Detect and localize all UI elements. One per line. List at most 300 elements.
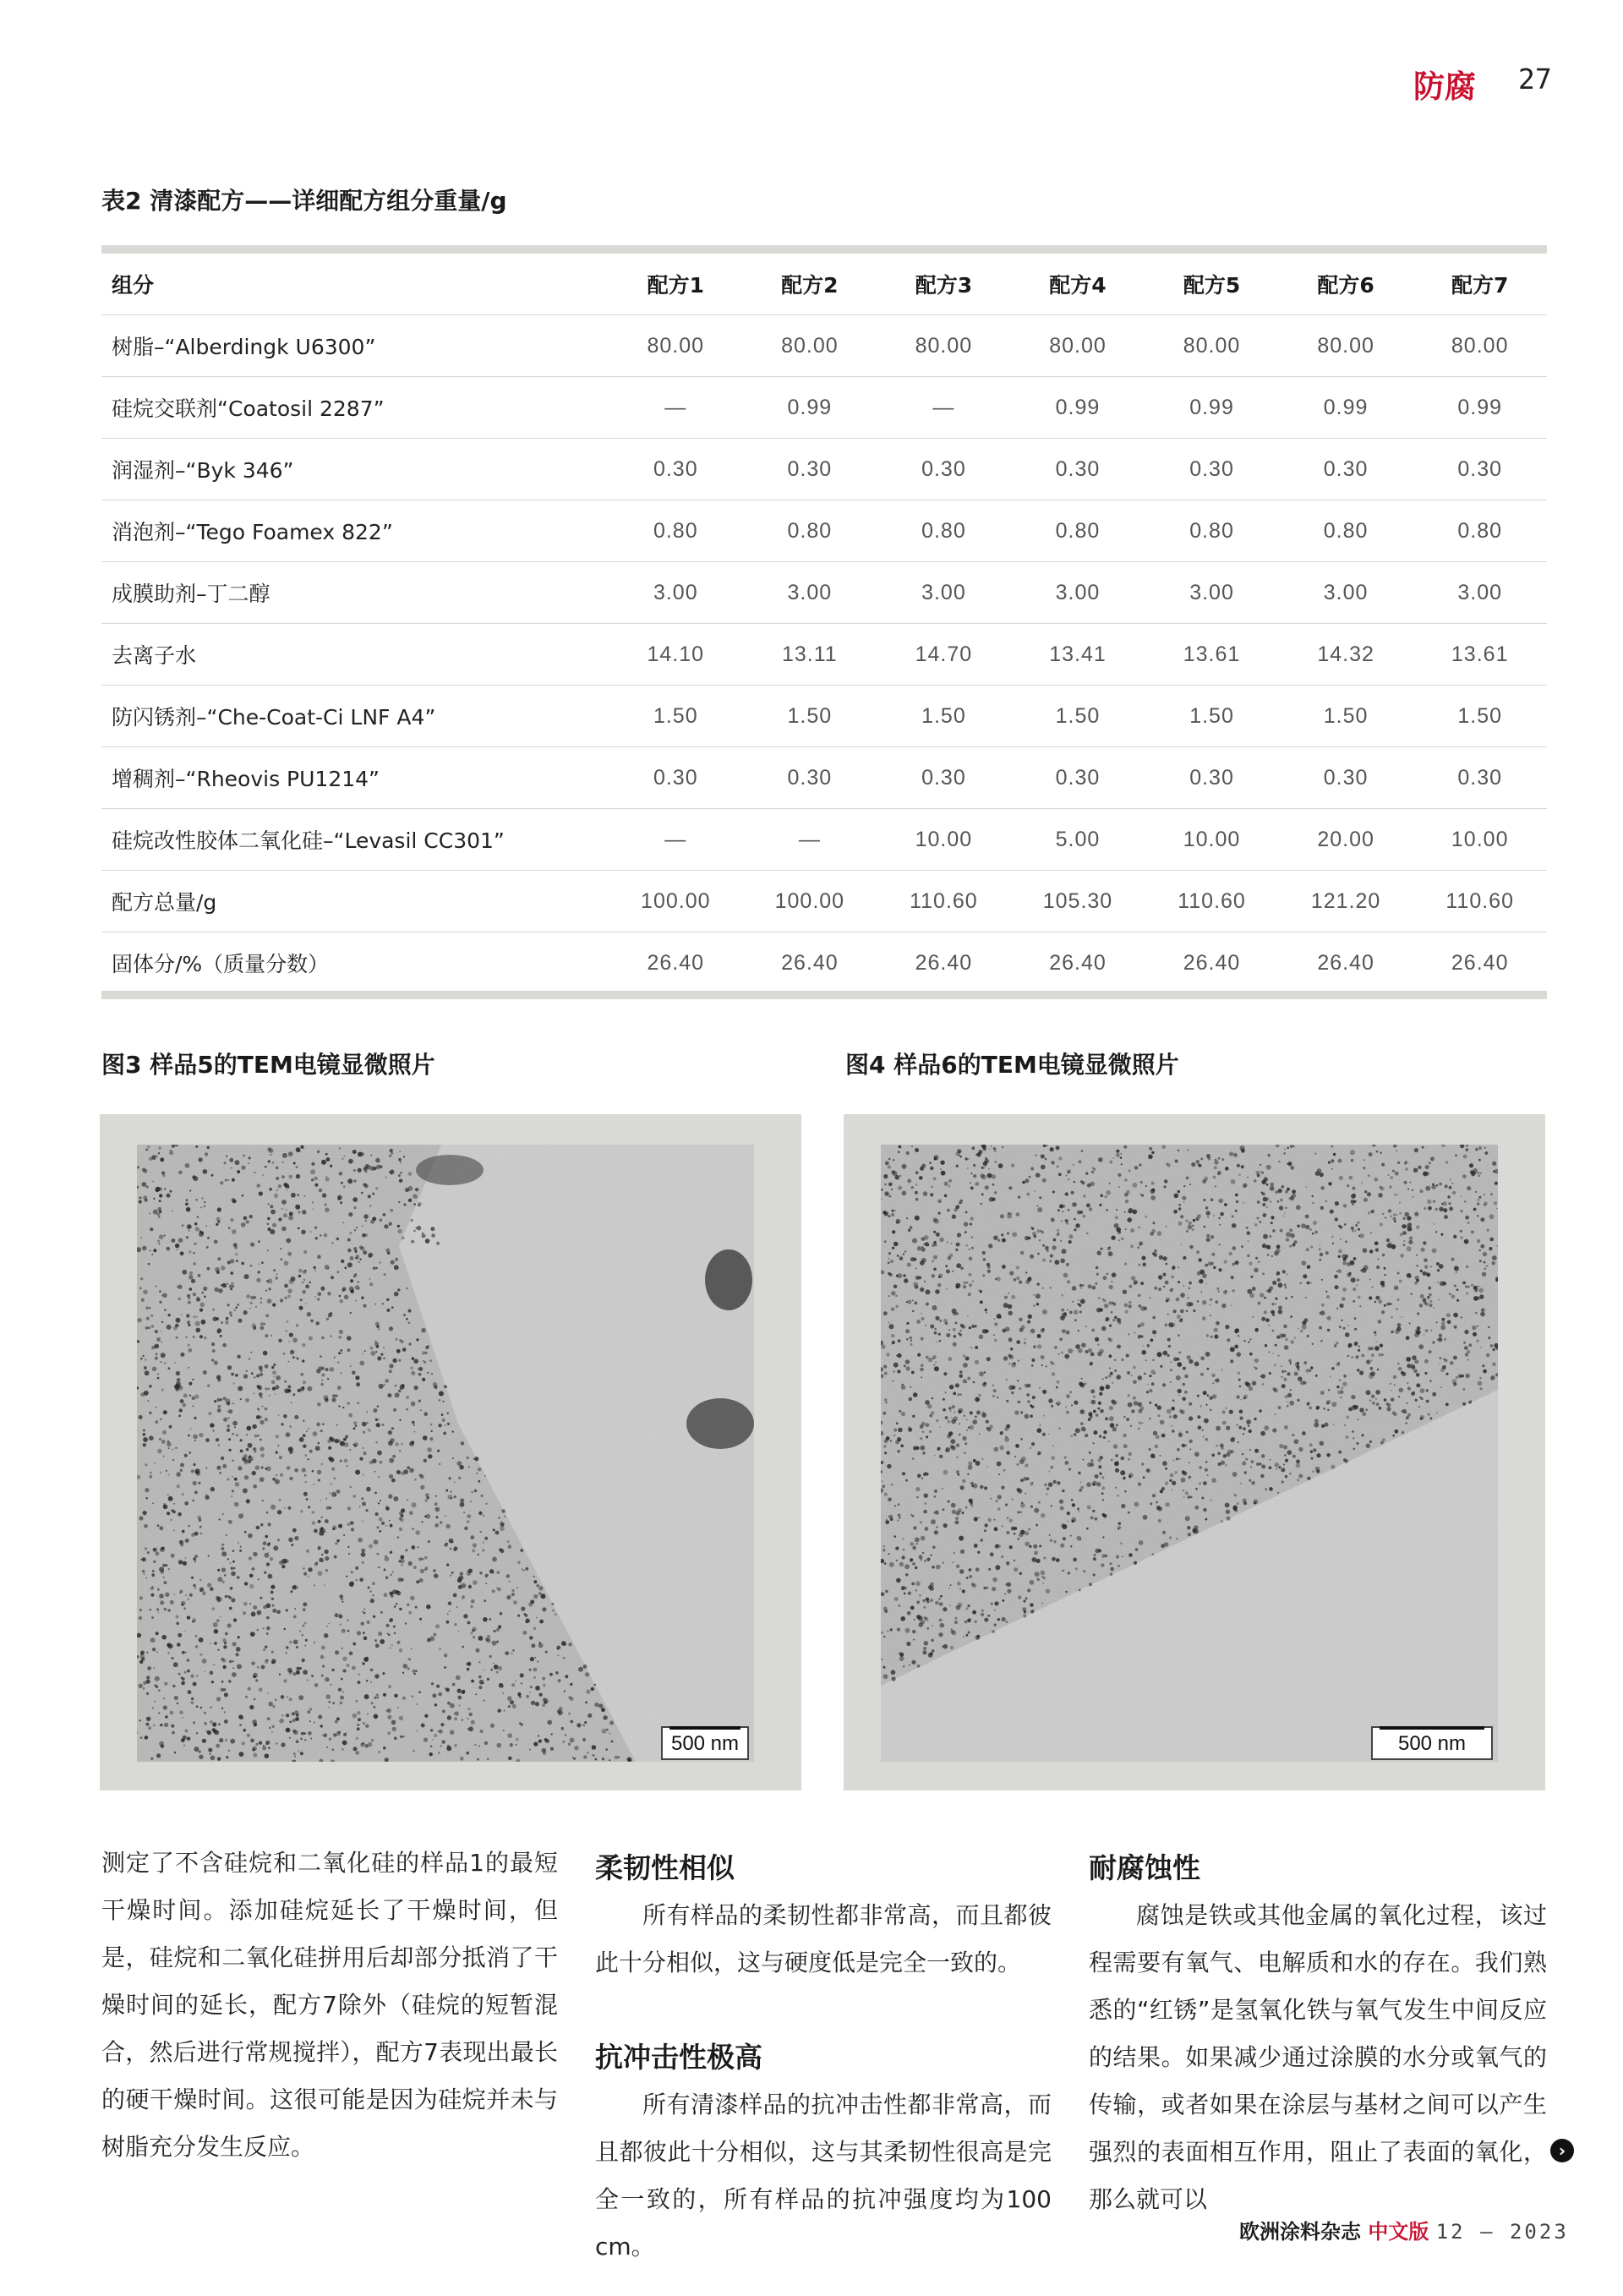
- particle: [965, 1357, 970, 1361]
- particle: [188, 1435, 190, 1437]
- particle: [263, 1605, 266, 1609]
- particle: [1150, 1402, 1152, 1404]
- particle: [297, 1358, 299, 1360]
- particle: [978, 1150, 982, 1154]
- particle: [507, 1733, 512, 1738]
- particle: [192, 1379, 194, 1380]
- particle: [1303, 1318, 1308, 1322]
- table-cell: 80.00: [1413, 315, 1547, 377]
- particle: [997, 1618, 1000, 1621]
- particle: [1027, 1400, 1030, 1402]
- particle: [1009, 1519, 1013, 1522]
- particle: [190, 1701, 194, 1704]
- particle: [1124, 1178, 1127, 1181]
- particle: [1443, 1282, 1447, 1286]
- particle: [963, 1363, 968, 1368]
- particle: [206, 1246, 209, 1249]
- particle: [1205, 1404, 1207, 1406]
- particle: [405, 1188, 409, 1192]
- particle: [386, 1309, 390, 1312]
- particle: [242, 1741, 245, 1745]
- particle: [339, 1613, 341, 1615]
- table-cell: 80.00: [1279, 315, 1413, 377]
- particle: [542, 1607, 546, 1611]
- particle: [1121, 1504, 1125, 1508]
- particle: [237, 1664, 242, 1669]
- particle: [972, 1610, 976, 1615]
- particle: [232, 1550, 234, 1552]
- particle: [1052, 1480, 1056, 1484]
- particle: [1331, 1367, 1334, 1369]
- particle: [973, 1381, 975, 1383]
- particle: [145, 1149, 148, 1151]
- particle: [1385, 1217, 1386, 1219]
- particle: [1037, 1207, 1042, 1212]
- particle: [966, 1577, 969, 1579]
- particle: [267, 1217, 270, 1220]
- particle: [1210, 1336, 1213, 1338]
- particle: [347, 1523, 351, 1527]
- particle: [473, 1458, 475, 1460]
- particle: [895, 1294, 898, 1297]
- particle: [338, 1336, 342, 1339]
- particle: [1097, 1251, 1101, 1255]
- particle: [1138, 1335, 1141, 1338]
- particle: [342, 1407, 344, 1408]
- particle: [1127, 1217, 1132, 1222]
- particle: [413, 1358, 418, 1364]
- particle: [339, 1172, 343, 1176]
- particle: [1465, 1285, 1467, 1287]
- particle: [285, 1297, 287, 1299]
- particle: [149, 1435, 154, 1440]
- particle: [1030, 1603, 1034, 1607]
- particle: [288, 1538, 293, 1543]
- particle: [229, 1449, 232, 1451]
- particle: [508, 1705, 511, 1708]
- particle: [1204, 1226, 1206, 1228]
- particle: [164, 1723, 168, 1727]
- particle: [910, 1606, 915, 1610]
- particle: [956, 1286, 959, 1289]
- particle: [926, 1627, 929, 1630]
- particle: [522, 1569, 525, 1572]
- particle: [1424, 1266, 1428, 1269]
- particle: [1030, 1580, 1035, 1585]
- particle: [902, 1538, 904, 1539]
- particle: [1374, 1241, 1379, 1245]
- particle: [898, 1514, 901, 1517]
- particle: [329, 1738, 331, 1741]
- particle: [1335, 1217, 1338, 1221]
- particle: [1419, 1304, 1424, 1308]
- particle: [326, 1318, 329, 1320]
- particle: [1235, 1260, 1239, 1265]
- particle: [925, 1289, 930, 1294]
- particle: [975, 1621, 977, 1623]
- particle: [440, 1723, 444, 1726]
- particle: [429, 1359, 432, 1362]
- particle: [1263, 1197, 1268, 1202]
- particle: [1056, 1386, 1058, 1389]
- particle: [178, 1171, 183, 1175]
- particle: [935, 1361, 937, 1363]
- particle: [997, 1462, 1002, 1467]
- particle: [507, 1696, 512, 1701]
- particle: [317, 1298, 320, 1301]
- particle: [339, 1147, 342, 1150]
- particle: [255, 1679, 258, 1681]
- particle: [391, 1644, 393, 1646]
- particle: [385, 1177, 387, 1178]
- particle: [1392, 1412, 1396, 1415]
- particle: [235, 1160, 240, 1165]
- particle: [163, 1697, 165, 1699]
- particle: [973, 1484, 978, 1489]
- particle: [260, 1446, 264, 1451]
- particle: [179, 1408, 183, 1412]
- particle: [385, 1577, 388, 1579]
- particle: [427, 1447, 432, 1452]
- particle: [170, 1150, 172, 1151]
- particle: [506, 1595, 511, 1599]
- particle: [1118, 1186, 1120, 1188]
- particle: [402, 1384, 405, 1387]
- particle: [260, 1420, 264, 1424]
- particle: [986, 1466, 988, 1468]
- particle: [1178, 1394, 1180, 1396]
- particle: [1334, 1275, 1338, 1279]
- particle: [1396, 1214, 1398, 1216]
- particle: [1186, 1230, 1189, 1233]
- particle: [1037, 1451, 1041, 1455]
- particle: [1347, 1325, 1349, 1326]
- particle: [398, 1174, 401, 1177]
- particle: [1474, 1289, 1478, 1293]
- particle: [148, 1726, 151, 1730]
- particle: [257, 1666, 260, 1669]
- particle: [1067, 1309, 1068, 1311]
- particle: [275, 1479, 280, 1484]
- particle: [1093, 1430, 1097, 1435]
- section-heading-flexibility: 柔韧性相似: [595, 1851, 735, 1884]
- particle: [1004, 1296, 1008, 1299]
- particle: [188, 1297, 190, 1299]
- particle: [208, 1412, 211, 1415]
- particle: [216, 1466, 221, 1470]
- particle: [1461, 1196, 1462, 1198]
- particle: [269, 1148, 274, 1153]
- particle: [1090, 1459, 1094, 1462]
- particle: [1248, 1342, 1249, 1343]
- particle: [1449, 1207, 1453, 1211]
- particle: [1458, 1375, 1462, 1379]
- particle: [1387, 1403, 1391, 1407]
- particle: [1033, 1345, 1036, 1348]
- particle: [167, 1512, 170, 1515]
- particle: [511, 1683, 515, 1686]
- particle: [1057, 1229, 1059, 1232]
- particle: [259, 1264, 260, 1266]
- particle: [370, 1681, 372, 1683]
- particle: [1239, 1386, 1242, 1388]
- particle: [288, 1361, 290, 1363]
- particle: [892, 1380, 893, 1382]
- particle: [232, 1433, 234, 1435]
- particle: [950, 1439, 955, 1444]
- particle: [1149, 1448, 1151, 1451]
- particle: [304, 1474, 307, 1477]
- particle: [1284, 1283, 1287, 1286]
- particle: [1049, 1260, 1052, 1263]
- particle: [1102, 1536, 1104, 1538]
- particle: [406, 1550, 408, 1552]
- particle: [137, 1318, 142, 1323]
- particle: [180, 1399, 184, 1403]
- particle: [152, 1367, 157, 1372]
- particle: [954, 1335, 956, 1337]
- particle: [1183, 1490, 1184, 1491]
- particle: [269, 1542, 270, 1544]
- particle: [218, 1445, 220, 1446]
- particle: [1110, 1562, 1112, 1565]
- particle: [1298, 1376, 1303, 1381]
- particle: [1165, 1324, 1168, 1327]
- particle: [898, 1151, 900, 1154]
- particle: [1018, 1595, 1021, 1599]
- particle: [975, 1416, 977, 1419]
- particle: [413, 1673, 416, 1676]
- particle: [959, 1156, 962, 1158]
- particle: [303, 1250, 307, 1254]
- particle: [478, 1480, 480, 1483]
- table-cell: 0.80: [609, 500, 743, 562]
- particle: [167, 1325, 172, 1330]
- particle: [172, 1657, 174, 1659]
- particle: [545, 1651, 548, 1654]
- particle: [248, 1443, 253, 1448]
- particle: [983, 1258, 986, 1261]
- particle: [232, 1561, 235, 1563]
- particle: [1353, 1300, 1356, 1303]
- particle: [1023, 1614, 1026, 1617]
- particle: [984, 1618, 988, 1622]
- particle: [506, 1574, 510, 1577]
- particle: [427, 1372, 429, 1374]
- particle: [534, 1657, 536, 1659]
- particle: [214, 1642, 217, 1645]
- particle: [958, 1205, 959, 1206]
- particle: [1168, 1322, 1173, 1327]
- particle: [373, 1594, 374, 1596]
- particle: [1216, 1445, 1218, 1447]
- particle: [1477, 1172, 1479, 1174]
- particle: [1307, 1335, 1309, 1337]
- particle: [139, 1596, 143, 1599]
- particle: [204, 1296, 206, 1298]
- particle: [344, 1266, 347, 1269]
- particle: [552, 1610, 555, 1612]
- particle: [538, 1586, 543, 1590]
- particle: [353, 1206, 356, 1209]
- particle: [331, 1669, 334, 1671]
- particle: [370, 1599, 374, 1603]
- particle: [302, 1359, 304, 1362]
- particle: [1173, 1309, 1177, 1313]
- particle: [221, 1547, 224, 1550]
- particle: [891, 1213, 894, 1216]
- particle: [1039, 1196, 1041, 1199]
- particle: [403, 1314, 406, 1316]
- particle: [338, 1524, 342, 1528]
- particle: [1041, 1355, 1045, 1359]
- particle: [1176, 1538, 1178, 1539]
- particle: [513, 1600, 517, 1604]
- scale-bar: [661, 1726, 749, 1760]
- particle: [389, 1364, 393, 1368]
- particle: [899, 1517, 900, 1518]
- particle: [602, 1729, 607, 1734]
- particle: [256, 1184, 260, 1188]
- particle: [934, 1331, 937, 1335]
- particle: [152, 1707, 154, 1708]
- particle: [216, 1744, 220, 1748]
- particle: [1031, 1405, 1035, 1408]
- particle: [264, 1553, 269, 1558]
- particle: [152, 1648, 156, 1651]
- table-cell: 0.30: [1279, 439, 1413, 500]
- particle: [1134, 1166, 1139, 1170]
- particle: [598, 1703, 603, 1708]
- particle: [372, 1582, 375, 1585]
- particle: [492, 1557, 497, 1562]
- particle: [304, 1195, 306, 1197]
- particle: [1388, 1174, 1390, 1176]
- particle: [240, 1439, 243, 1441]
- particle: [953, 1416, 958, 1421]
- particle: [171, 1725, 174, 1728]
- particle: [1158, 1519, 1161, 1522]
- particle: [1187, 1526, 1190, 1529]
- particle: [253, 1605, 257, 1610]
- particle: [325, 1519, 329, 1523]
- particle: [441, 1413, 444, 1416]
- particle: [508, 1757, 512, 1761]
- particle: [1067, 1512, 1070, 1515]
- particle: [1363, 1167, 1365, 1169]
- particle: [892, 1230, 895, 1233]
- particle: [1063, 1205, 1066, 1208]
- particle: [431, 1233, 435, 1238]
- particle: [145, 1463, 147, 1466]
- particle: [1347, 1416, 1350, 1419]
- particle: [400, 1555, 404, 1560]
- particle: [233, 1618, 237, 1621]
- particle: [277, 1510, 281, 1514]
- particle: [196, 1328, 201, 1333]
- particle: [1173, 1460, 1175, 1462]
- particle: [260, 1439, 261, 1440]
- particle: [539, 1620, 544, 1624]
- particle: [888, 1516, 889, 1517]
- particle: [315, 1321, 320, 1326]
- particle: [1189, 1282, 1192, 1285]
- particle: [1249, 1353, 1253, 1356]
- particle: [1210, 1315, 1211, 1316]
- particle: [1111, 1459, 1113, 1462]
- particle: [1014, 1567, 1018, 1572]
- particle: [230, 1315, 232, 1316]
- particle: [166, 1470, 167, 1472]
- particle: [494, 1665, 499, 1670]
- particle: [1048, 1398, 1052, 1402]
- particle: [140, 1654, 145, 1659]
- particle: [1045, 1246, 1049, 1250]
- particle: [1397, 1323, 1402, 1327]
- particle: [1150, 1189, 1156, 1194]
- particle: [1086, 1482, 1091, 1487]
- particle: [529, 1669, 532, 1671]
- particle: [1404, 1163, 1406, 1165]
- particle: [1061, 1220, 1063, 1222]
- particle: [287, 1668, 292, 1673]
- particle: [1316, 1408, 1318, 1410]
- particle: [286, 1652, 287, 1654]
- particle: [962, 1512, 965, 1514]
- particle: [943, 1607, 947, 1611]
- particle: [1181, 1478, 1186, 1483]
- particle: [221, 1457, 224, 1460]
- particle: [399, 1648, 403, 1653]
- particle: [270, 1154, 271, 1156]
- particle: [462, 1596, 465, 1599]
- particle: [897, 1369, 900, 1373]
- particle: [1041, 1165, 1046, 1170]
- particle: [1167, 1409, 1172, 1414]
- particle: [142, 1355, 144, 1357]
- particle: [1173, 1210, 1178, 1214]
- particle: [978, 1289, 980, 1291]
- particle: [531, 1701, 535, 1705]
- particle: [1020, 1479, 1024, 1482]
- particle: [1121, 1457, 1125, 1461]
- particle: [904, 1593, 906, 1595]
- particle: [401, 1564, 402, 1566]
- particle: [296, 1166, 298, 1168]
- particle: [467, 1621, 471, 1625]
- particle: [1251, 1481, 1255, 1485]
- particle: [307, 1458, 309, 1460]
- table-cell: 0.30: [1011, 747, 1145, 809]
- particle: [184, 1501, 189, 1506]
- particle: [1261, 1317, 1265, 1321]
- particle: [923, 1606, 926, 1609]
- particle: [183, 1561, 187, 1566]
- particle: [1344, 1223, 1347, 1226]
- column-header: 配方4: [1011, 254, 1145, 315]
- particle: [150, 1475, 153, 1479]
- particle: [366, 1165, 371, 1170]
- particle: [1430, 1417, 1433, 1419]
- particle: [1079, 1539, 1081, 1540]
- particle: [340, 1702, 343, 1705]
- particle: [1415, 1276, 1419, 1280]
- table-header-row: [101, 254, 1547, 315]
- particle: [1057, 1209, 1060, 1211]
- particle: [180, 1251, 184, 1255]
- particle: [1320, 1206, 1325, 1211]
- particle: [1272, 1229, 1275, 1232]
